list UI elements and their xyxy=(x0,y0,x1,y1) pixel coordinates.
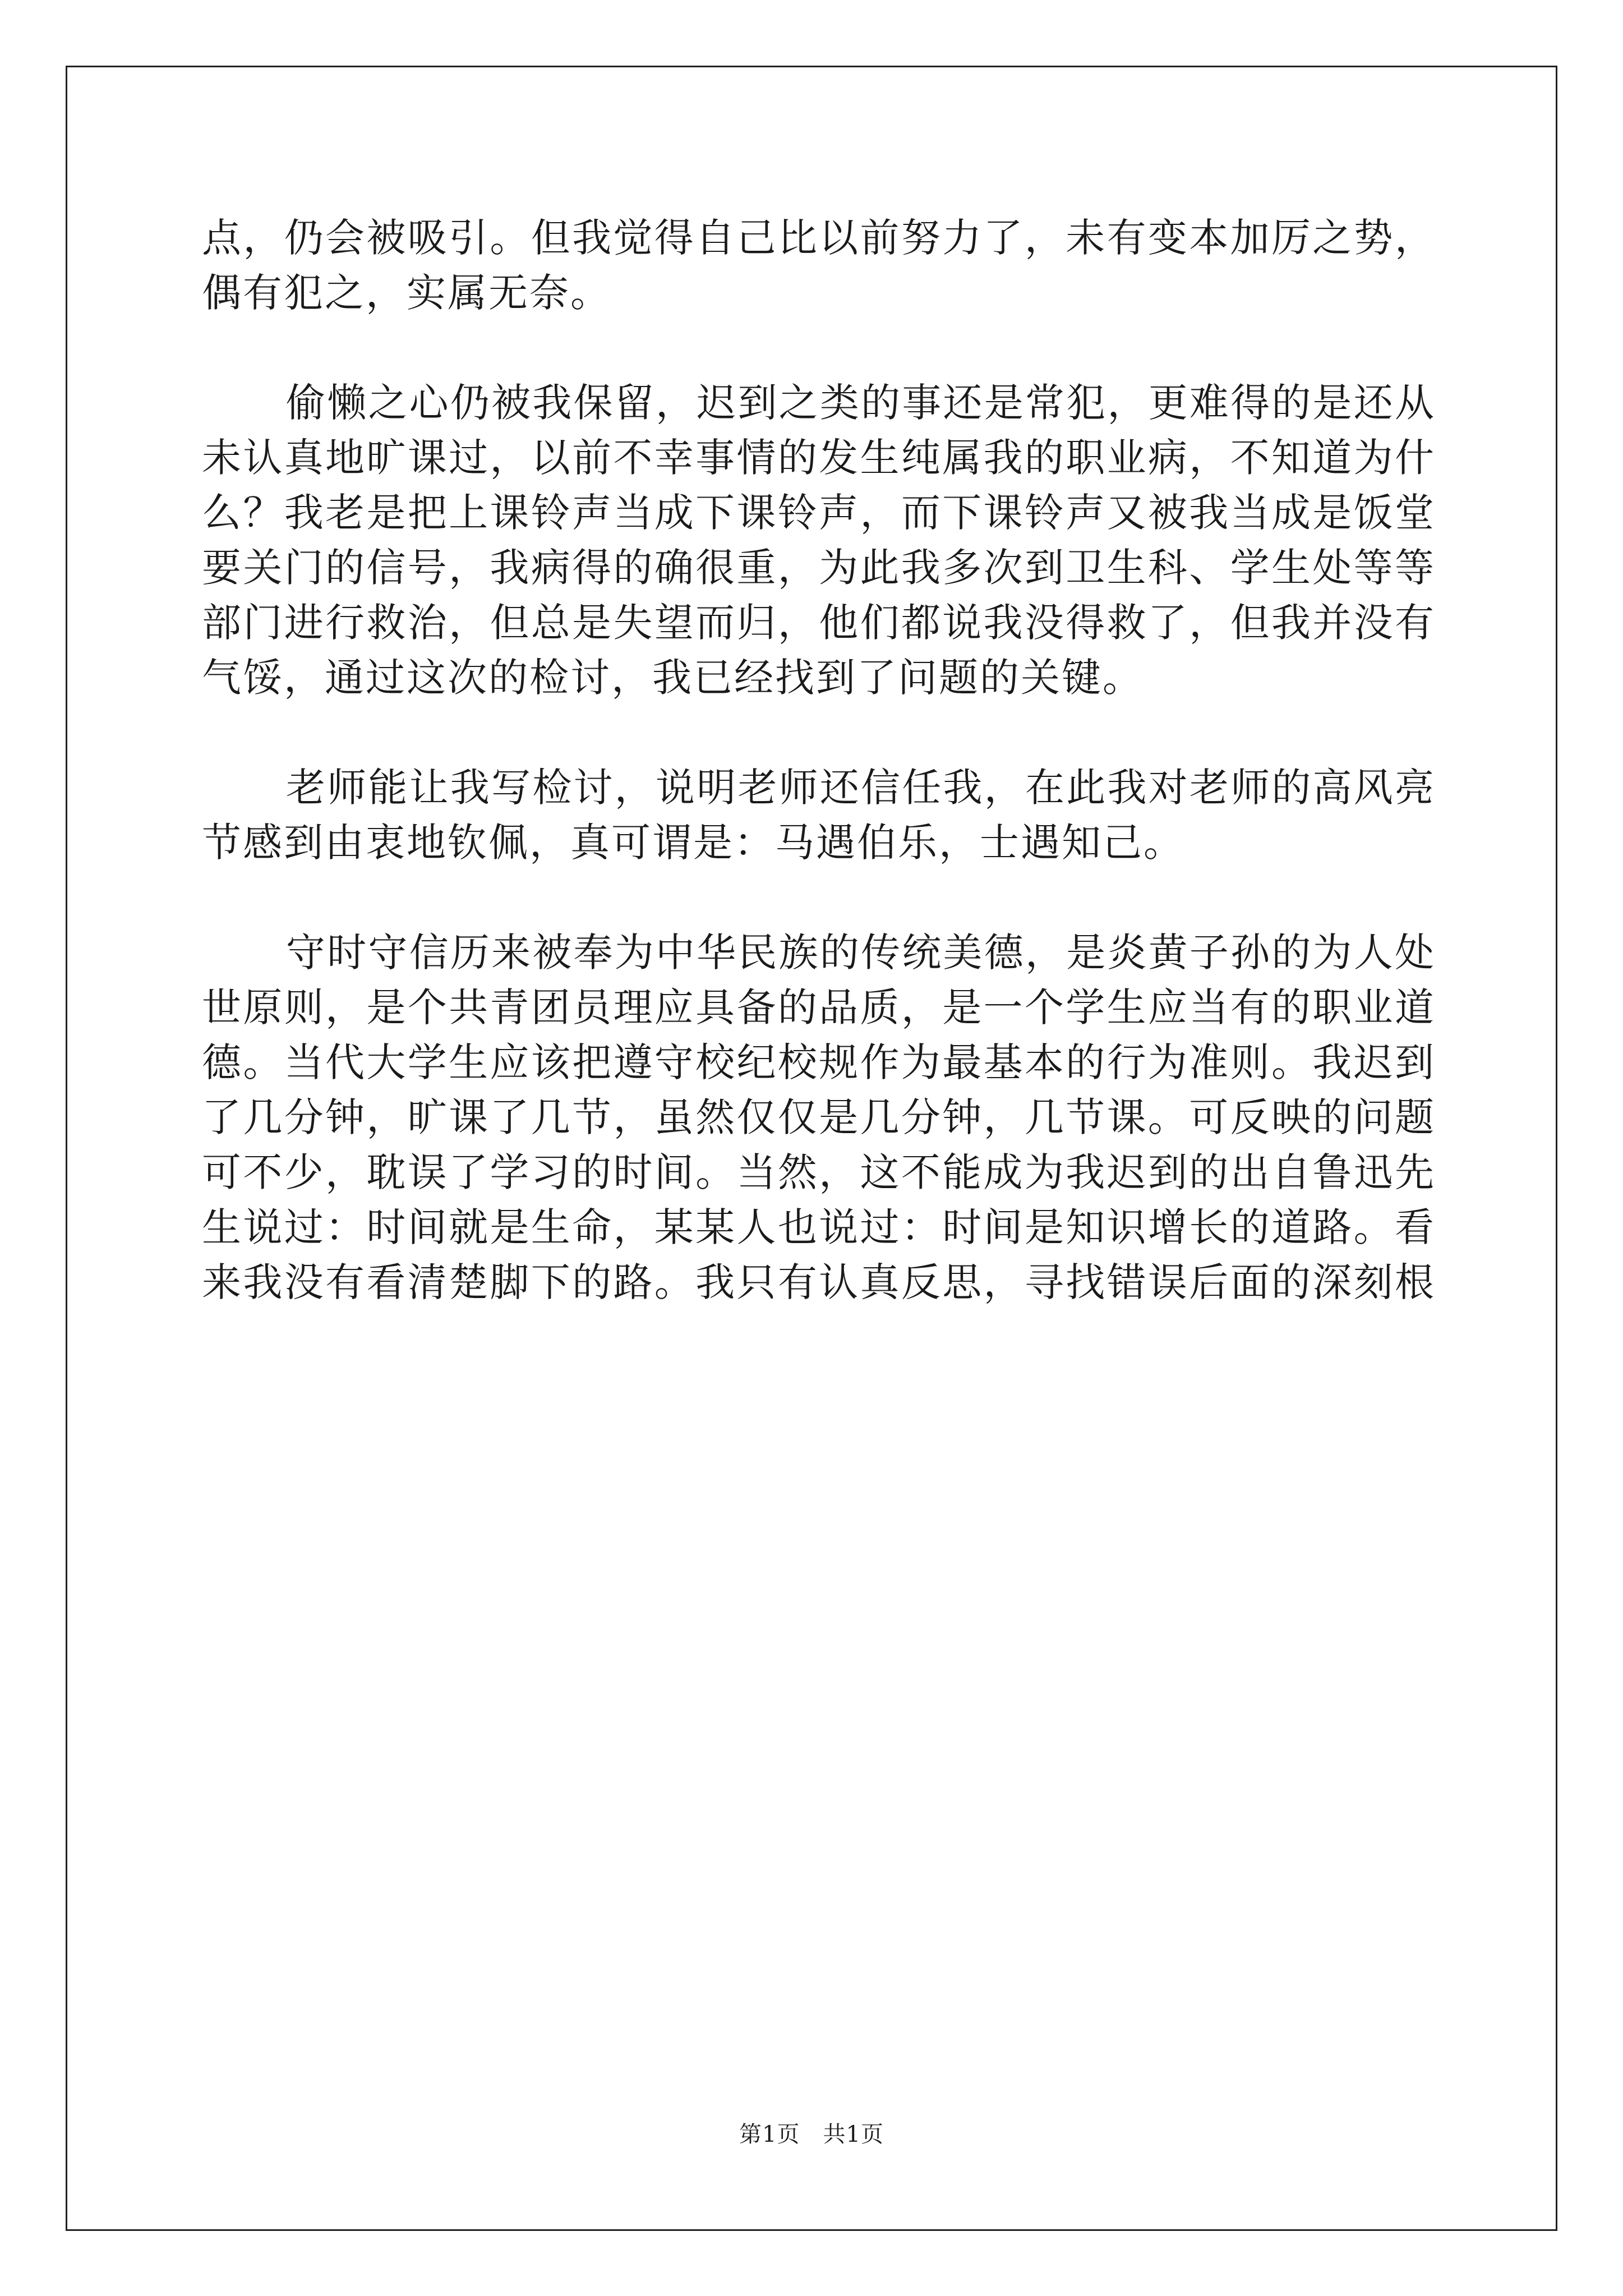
page-number-footer: 第1页 共1页 xyxy=(739,2122,884,2147)
text-line: 来我没有看清楚脚下的路。我只有认真反思，寻找错误后面的深刻根 xyxy=(202,1259,1436,1305)
text-line: 要关门的信号，我病得的确很重，为此我多次到卫生科、学生处等等 xyxy=(202,545,1436,591)
text-line: 德。当代大学生应该把遵守校纪校规作为最基本的行为准则。我迟到 xyxy=(202,1039,1436,1085)
paragraph-gap xyxy=(202,705,1436,760)
text-line: 了几分钟，旷课了几节，虽然仅仅是几分钟，几节课。可反映的问题 xyxy=(202,1094,1436,1140)
text-line: 老师能让我写检讨，说明老师还信任我，在此我对老师的高风亮 xyxy=(286,765,1436,811)
text-line: 气馁，通过这次的检讨，我已经找到了问题的关键。 xyxy=(202,655,1144,701)
text-line: 可不少，耽误了学习的时间。当然，这不能成为我迟到的出自鲁迅先 xyxy=(202,1149,1436,1195)
paragraph-gap xyxy=(202,870,1436,925)
text-line: 偷懒之心仍被我保留，迟到之类的事还是常犯，更难得的是还从 xyxy=(286,380,1436,426)
text-line: 么？我老是把上课铃声当成下课铃声，而下课铃声又被我当成是饭堂 xyxy=(202,490,1436,536)
text-line: 点，仍会被吸引。但我觉得自己比以前努力了，未有变本加厉之势， xyxy=(202,215,1436,261)
document-body xyxy=(202,210,1436,1310)
text-line: 部门进行救治，但总是失望而归，他们都说我没得救了，但我并没有 xyxy=(202,600,1436,646)
text-line: 偶有犯之，实属无奈。 xyxy=(202,270,611,316)
text-line: 生说过：时间就是生命，某某人也说过：时间是知识增长的道路。看 xyxy=(202,1204,1436,1250)
paragraph-gap xyxy=(202,320,1436,375)
text-line: 守时守信历来被奉为中华民族的传统美德，是炎黄子孙的为人处 xyxy=(286,930,1436,976)
text-line: 世原则，是个共青团员理应具备的品质，是一个学生应当有的职业道 xyxy=(202,984,1436,1030)
text-line: 节感到由衷地钦佩，真可谓是：马遇伯乐，士遇知己。 xyxy=(202,820,1184,866)
text-line: 未认真地旷课过，以前不幸事情的发生纯属我的职业病，不知道为什 xyxy=(202,435,1436,481)
